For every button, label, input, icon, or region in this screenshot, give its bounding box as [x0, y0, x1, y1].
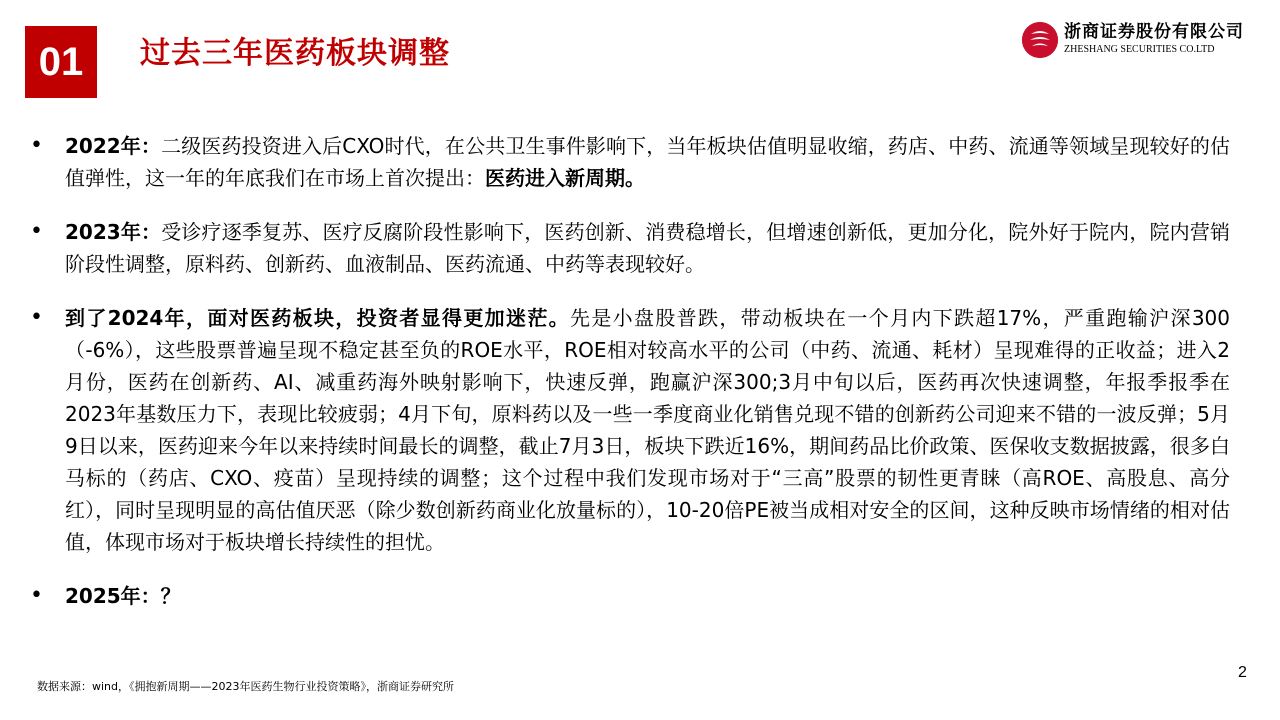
company-logo: [1022, 22, 1252, 62]
section-number-badge: 01: [25, 26, 97, 98]
bullet-list: [30, 130, 1230, 634]
bullet-dot: •: [30, 305, 43, 330]
bullet-2023: [30, 216, 1230, 280]
bullet-text: 先是小盘股普跌，带动板块在一个月内下跌超17%，严重跑输沪深300（-6%），这些股票普遍呈现不稳定甚至负的ROE水平，ROE相对较高水平的公司（中药、流通、耗材）呈现难得的正收益；进入2月份，医药在创新药、AI、减重药海外映射影响下，快速反弹，跑赢沪深300;3月中旬以后，医药再次快速调整，年报季报季在2023年基数压力下，表现比较疲弱；4月下旬，原料药以及一些一季度商业化销售兑现不错的创新药公司迎来不错的一波反弹；5月9日以来，医药迎来今年以来持续时间最长的调整，截止7月3日，板块下跌近16%，期间药品比价政策、医保收支数据披露，很多白马标的（药店、CXO、疫苗）呈现持续的调整；这个过程中我们发现市场对于“三高”股票的韧性更青睐（高ROE、高股息、高分红），同时呈现明显的高估值厌恶（除少数创新药商业化放量标的），10-20倍PE被当成相对安全的区间，这种反映市场情绪的相对估值，体现市场对于板块增长持续性的担忧。: [65, 306, 1230, 554]
page-title: 过去三年医药板块调整: [140, 36, 450, 71]
page-number: 2: [1238, 664, 1247, 681]
bullet-text: ？: [160, 584, 181, 608]
logo-name-cn: 浙商证券股份有限公司: [1064, 22, 1244, 42]
bullet-tail: 医药进入新周期。: [485, 166, 645, 190]
data-source-note: 数据来源：wind，《拥抱新周期——2023年医药生物行业投资策略》，浙商证券研究所: [37, 680, 454, 693]
bullet-lead: 2023年：: [65, 220, 162, 244]
bullet-text: 受诊疗逐季复苏、医疗反腐阶段性影响下，医药创新、消费稳增长，但增速创新低，更加分化，院外好于院内，院内营销阶段性调整，原料药、创新药、血液制品、医药流通、中药等表现较好。: [65, 220, 1231, 276]
bullet-dot: •: [30, 583, 43, 608]
bullet-2022: [30, 130, 1230, 194]
bullet-lead: 到了2024年，面对医药板块，投资者显得更加迷茫。: [65, 306, 571, 330]
zheshang-logo-icon: [1022, 22, 1058, 58]
bullet-2025: [30, 580, 1230, 612]
bullet-2024: [30, 302, 1230, 558]
bullet-lead: 2022年：: [65, 134, 162, 158]
bullet-dot: •: [30, 219, 43, 244]
logo-name-en: ZHESHANG SECURITIES CO.LTD: [1064, 44, 1215, 55]
bullet-text: 二级医药投资进入后CXO时代，在公共卫生事件影响下，当年板块估值明显收缩，药店、中药、流通等领域呈现较好的估值弹性，这一年的年底我们在市场上首次提出：: [65, 134, 1230, 190]
bullet-lead: 2025年：: [65, 584, 161, 608]
bullet-dot: •: [30, 133, 43, 158]
